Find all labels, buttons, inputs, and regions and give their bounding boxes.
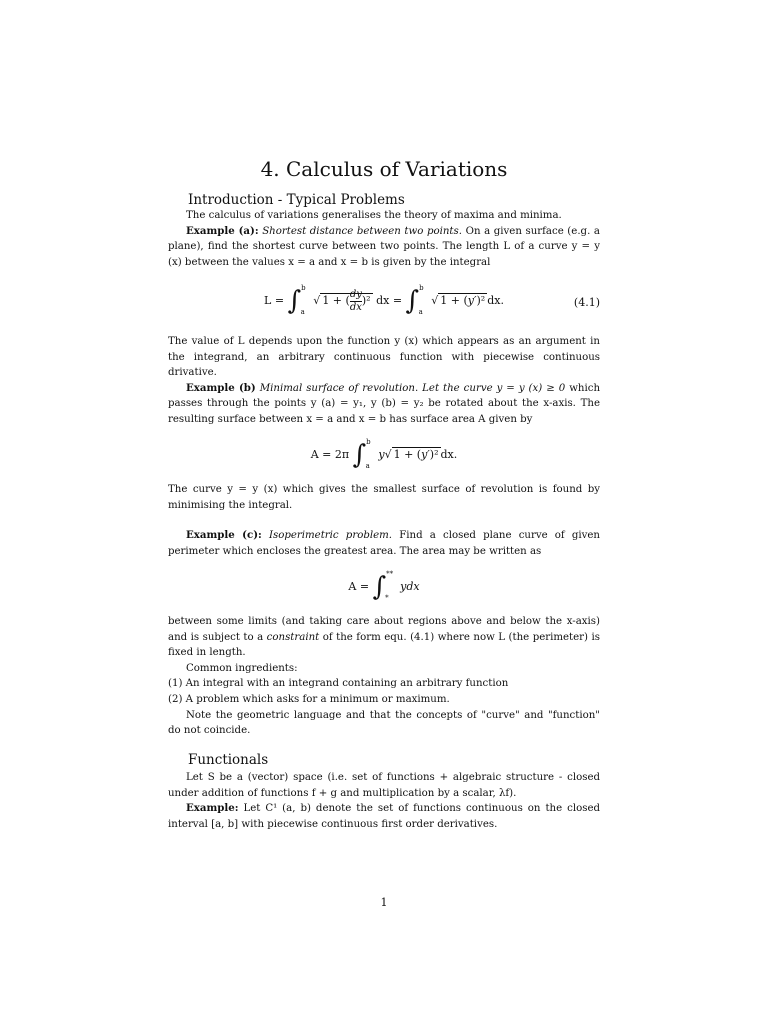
equation-area xyxy=(168,572,600,606)
paragraph-value-of-l: The value of L depends upon the function y (x) which appears as an argument in the integrand, an arbitrary continuous function with piecewise continuous drivative. xyxy=(168,336,600,379)
paragraph-limits: between some limits (and taking care about regions above and below the x-axis) and is subject to a constraint of the form equ. (4.1) where now L (the perimeter) is fixed in length. xyxy=(168,616,600,659)
page-title: 4. Calculus of Variations xyxy=(260,157,508,181)
section-heading-functionals: Functionals xyxy=(188,752,269,768)
example-a-title: Shortest distance between two points. xyxy=(262,225,462,237)
page-number: 1 xyxy=(380,896,388,909)
equation-area-formula: $A = \int^{**}_*$ ydx xyxy=(348,570,420,602)
paragraph-vector-space: Let S be a (vector) space (i.e. set of functions + algebraic structure - closed under addition of functions f + g and multiplication by a scalar, λf). xyxy=(168,772,600,799)
paragraph-example-b xyxy=(168,381,600,428)
section-heading-introduction: Introduction - Typical Problems xyxy=(188,192,405,208)
paragraph-example-c1: Example: Let C¹ (a, b) denote the set of functions continuous on the closed interval [a, b] with piecewise continuous first order derivatives. xyxy=(168,802,600,830)
example-b-label: Example (b) xyxy=(186,381,256,394)
equation-4-1-formula: L = ∫$^b_a$ √ 1 + ( $\frac{dy}{dx}$ )² dx = ∫$^b_a$ √ 1 + (y′)² dx. xyxy=(264,284,504,316)
example-c-title: Isoperimetric problem. xyxy=(268,530,393,541)
integral-sign: ∫ xyxy=(287,286,302,316)
eq1-rhs: dx. xyxy=(487,294,504,307)
block-ingredients xyxy=(168,614,600,739)
example-b-text: which passes through the points y (a) = y₁, y (b) = y₂ be rotated about the x-axis. The resulting surface between x = a and x = b has surface area A given by xyxy=(168,382,600,425)
eq1-mid: dx = xyxy=(376,294,403,307)
example-c-label: Example (c): xyxy=(186,529,262,541)
block-example-c xyxy=(168,528,600,559)
equation-surface-formula: A = 2π ∫$^b_a$ y√ 1 + (y′)² dx. xyxy=(310,438,458,470)
example-a-label: Example (a): xyxy=(186,224,259,237)
list-item-1: (1) An integral with an integrand containing an arbitrary function xyxy=(168,678,509,690)
list-item-2: (2) A problem which asks for a minimum or maximum. xyxy=(168,693,450,705)
equation-number: (4.1) xyxy=(573,296,600,309)
example-label: Example: xyxy=(186,802,239,815)
block-curve xyxy=(168,482,600,513)
paragraph-intro: The calculus of variations generalises the theory of maxima and minima. xyxy=(186,210,562,221)
equation-surface-area xyxy=(168,440,600,476)
eq1-lhs: L = xyxy=(264,294,285,307)
paragraph-curve: The curve y = y (x) which gives the smallest surface of revolution is found by minimising the integral. xyxy=(168,484,600,511)
paragraph-example-c xyxy=(168,528,600,559)
example-c-text: Find a closed plane curve of given perimeter which encloses the greatest area. The area may be written as xyxy=(168,530,600,557)
page xyxy=(168,0,600,1024)
block-example-b xyxy=(168,334,600,428)
intro-block xyxy=(168,208,600,270)
example-a-text: On a given surface (e.g. a plane), find the shortest curve between two points. The length L of a curve y = y (x) between the values x = a and x = b is given by the integral xyxy=(168,225,600,268)
paragraph-common-ingredients: Common ingredients: xyxy=(186,662,298,674)
paragraph-note: Note the geometric language and that the concepts of "curve" and "function" do not coincide. xyxy=(168,709,600,737)
paragraph-example-a xyxy=(168,224,600,271)
equation-4-1 xyxy=(168,282,600,326)
sqrt-expression: √ 1 + ( $\frac{dy}{dx}$ )² xyxy=(313,288,371,313)
block-functionals xyxy=(168,770,600,832)
example-b-title: Minimal surface of revolution. Let the curve y = y (x) ≥ 0 xyxy=(259,382,566,394)
